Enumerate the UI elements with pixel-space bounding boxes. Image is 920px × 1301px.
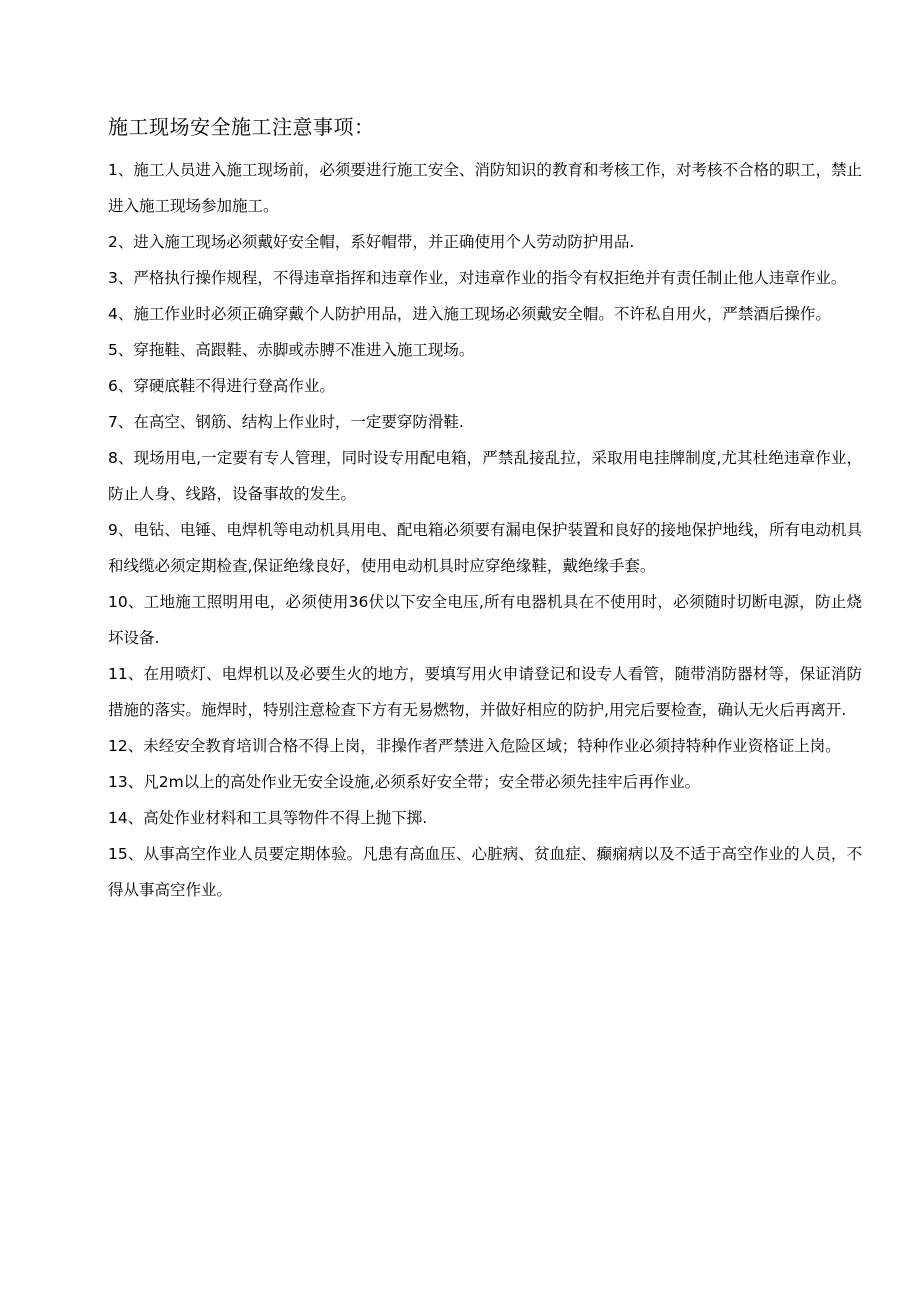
rule-item-10: 10、工地施工照明用电，必须使用36伏以下安全电压,所有电器机具在不使用时，必须随时切断电源，防止烧坏设备.	[108, 593, 862, 647]
rule-item-15: 15、从事高空作业人员要定期体验。凡患有高血压、心脏病、贫血症、癫痫病以及不适于高空作业的人员，不得从事高空作业。	[108, 845, 862, 899]
document-title: 施工现场安全施工注意事项：	[108, 115, 375, 139]
rule-item-5: 5、穿拖鞋、高跟鞋、赤脚或赤膊不准进入施工现场。	[108, 341, 475, 359]
rule-item-14: 14、高处作业材料和工具等物件不得上抛下掷.	[108, 809, 428, 827]
safety-rules-list	[108, 152, 862, 908]
document-page	[108, 112, 862, 908]
rule-item-9: 9、电钻、电锤、电焊机等电动机具用电、配电箱必须要有漏电保护装置和良好的接地保护地线，所有电动机具和线缆必须定期检查,保证绝缘良好，使用电动机具时应穿绝缘鞋，戴绝缘手套。	[108, 521, 862, 575]
rule-item-4: 4、施工作业时必须正确穿戴个人防护用品，进入施工现场必须戴安全帽。不许私自用火，严禁酒后操作。	[108, 305, 831, 323]
rule-item-13: 13、凡2m以上的高处作业无安全设施,必须系好安全带；安全带必须先挂牢后再作业。	[108, 773, 701, 791]
rule-item-2: 2、进入施工现场必须戴好安全帽，系好帽带，并正确使用个人劳动防护用品.	[108, 233, 635, 251]
rule-item-8: 8、现场用电,一定要有专人管理，同时设专用配电箱，严禁乱接乱拉，采取用电挂牌制度,尤其杜绝违章作业，防止人身、线路，设备事故的发生。	[108, 449, 862, 503]
rule-item-1: 1、施工人员进入施工现场前，必须要进行施工安全、消防知识的教育和考核工作，对考核不合格的职工，禁止进入施工现场参加施工。	[108, 161, 862, 215]
rule-item-3: 3、严格执行操作规程，不得违章指挥和违章作业，对违章作业的指令有权拒绝并有责任制止他人违章作业。	[108, 269, 847, 287]
rule-item-11: 11、在用喷灯、电焊机以及必要生火的地方，要填写用火申请登记和设专人看管，随带消防器材等，保证消防措施的落实。施焊时，特别注意检查下方有无易燃物，并做好相应的防护,用完后要检查，确认无火后再离开.	[108, 665, 862, 719]
rule-item-6: 6、穿硬底鞋不得进行登高作业。	[108, 377, 335, 395]
rule-item-12: 12、未经安全教育培训合格不得上岗，非操作者严禁进入危险区域；特种作业必须持特种作业资格证上岗。	[108, 737, 841, 755]
rule-item-7: 7、在高空、钢筋、结构上作业时，一定要穿防滑鞋.	[108, 413, 464, 431]
